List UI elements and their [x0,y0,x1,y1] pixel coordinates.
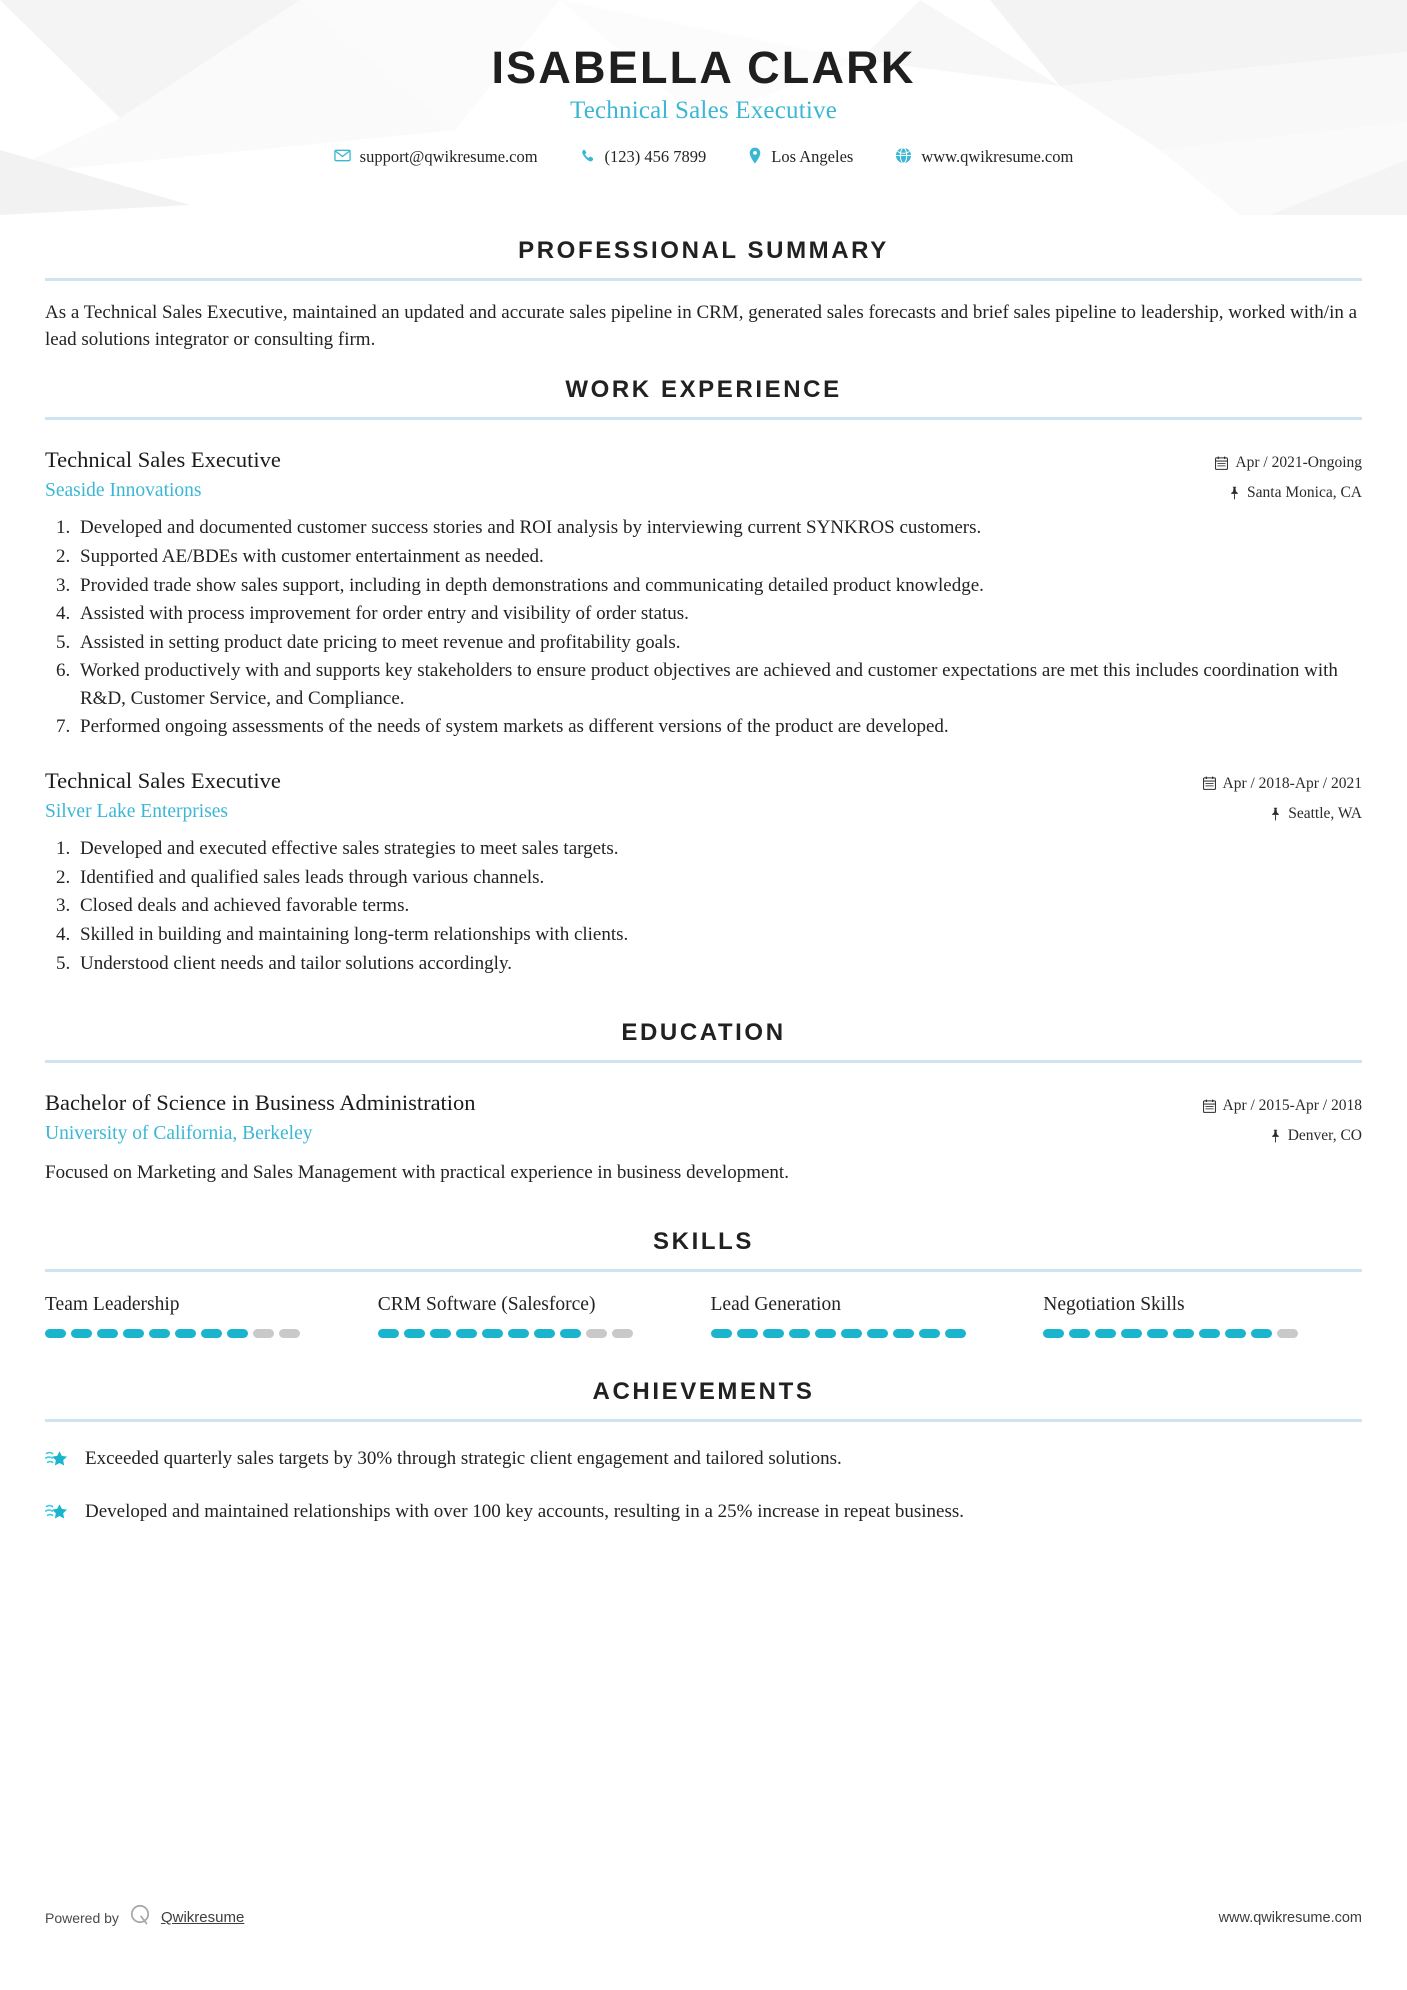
skill-item [711,1294,1030,1338]
skill-level-bar [45,1329,364,1338]
skill-segment [227,1329,248,1338]
experience-organization[interactable]: Silver Lake Enterprises [45,800,229,822]
experience-dates: Apr / 2021-Ongoing [1235,453,1362,471]
skill-segment [867,1329,888,1338]
section-heading-summary: PROFESSIONAL SUMMARY [518,237,889,264]
experience-role: Technical Sales Executive [45,446,281,472]
skill-segment [279,1329,300,1338]
education-entry-header [45,1089,1362,1148]
list-item: 1. Developed and documented customer success stories and ROI analysis by interviewing current SYNKROS customers. [75,514,1362,542]
achievement-item [45,1446,1362,1476]
skill-label: Lead Generation [710,1294,841,1316]
phone-icon [580,148,596,164]
achievements-list [45,1446,1362,1529]
education-location: Denver, CO [1287,1127,1362,1145]
list-item: 6. Worked productively with and supports key stakeholders to ensure product objectives are achieved and customer expectations are met this includes coordination with R&D, Customer Service, and Compliance. [75,657,1362,712]
contact-website-text: www.qwikresume.com [921,146,1074,166]
list-item: 7. Performed ongoing assessments of the needs of system markets as different versions of the product are developed. [75,713,1362,741]
section-heading-education: EDUCATION [621,1019,786,1047]
section-heading-skills: SKILLS [653,1228,754,1256]
contact-item-phone[interactable] [559,148,728,165]
experience-entry [45,767,1362,977]
skills-grid [45,1294,1362,1338]
skill-segment [815,1329,836,1338]
skill-segment [149,1329,170,1338]
skill-segment [893,1329,914,1338]
list-item: 3. Closed deals and achieved favorable terms. [75,892,1362,920]
experience-entry [45,446,1362,741]
experience-organization[interactable]: Seaside Innovations [45,480,202,502]
achievement-text: Exceeded quarterly sales targets by 30% through strategic client engagement and tailored solutions. [85,1448,842,1470]
skill-segment [1095,1329,1116,1338]
brand-name[interactable]: Qwikresume [160,1909,245,1926]
contact-row [0,147,1407,164]
location-icon [748,147,762,164]
contact-item-website[interactable] [874,147,1094,164]
experience-entry-meta [1215,446,1362,505]
pin-icon [1270,1129,1281,1143]
section-work-experience [45,376,1362,977]
footer-branding [45,1903,244,1932]
skill-segment [763,1329,784,1338]
skill-segment [430,1329,451,1338]
section-divider [45,417,1362,420]
skill-segment [737,1329,758,1338]
skill-segment [945,1329,966,1338]
education-entry [45,1089,1362,1186]
skill-segment [123,1329,144,1338]
list-item: 2. Supported AE/BDEs with customer entertainment as needed. [75,543,1362,571]
experience-location: Seattle, WA [1288,805,1362,823]
skill-level-bar [711,1329,1030,1338]
list-item: 4. Assisted with process improvement for order entry and visibility of order status. [75,600,1362,628]
education-school[interactable]: University of California, Berkeley [45,1123,313,1145]
education-dates-line [1203,1094,1363,1117]
pin-icon [1229,486,1240,500]
summary-text: As a Technical Sales Executive, maintained an updated and accurate sales pipeline in CRM, generated sales forecasts and brief sales pipeline to leadership, worked with/in a lead solutions integrator or consulting firm. [45,302,1358,350]
skill-segment [1277,1329,1298,1338]
education-entry-titles [45,1089,1203,1147]
skill-segment [711,1329,732,1338]
experience-location-line [1215,481,1362,504]
section-achievements [45,1378,1362,1529]
skill-level-bar [1043,1329,1362,1338]
skill-segment [45,1329,66,1338]
contact-location-text: Los Angeles [771,146,854,166]
section-education [45,1019,1362,1186]
skill-item [378,1294,697,1338]
resume-header [0,0,1407,215]
list-item: 3. Provided trade show sales support, including in depth demonstrations and communicating detailed product knowledge. [75,572,1362,600]
skill-segment [534,1329,555,1338]
globe-icon [895,147,912,164]
achievement-item [45,1499,1362,1529]
experience-bullet-list [45,514,1362,740]
skill-segment [378,1329,399,1338]
section-professional-summary [45,237,1362,354]
skill-level-bar [378,1329,697,1338]
skill-segment [1121,1329,1142,1338]
skill-segment [560,1329,581,1338]
education-location-line [1203,1124,1363,1147]
pin-icon [1270,807,1281,821]
contact-item-email[interactable] [313,147,559,164]
skill-segment [1225,1329,1246,1338]
skill-segment [612,1329,633,1338]
powered-by-label: Powered by [45,1909,119,1926]
shooting-star-icon [45,1499,71,1529]
education-dates: Apr / 2015-Apr / 2018 [1222,1097,1362,1115]
header-content [0,0,1407,164]
skill-segment [841,1329,862,1338]
page-footer [45,1903,1362,1932]
experience-location: Santa Monica, CA [1247,484,1362,502]
skill-segment [508,1329,529,1338]
skill-label: Team Leadership [45,1294,180,1316]
education-degree: Bachelor of Science in Business Administration [45,1090,476,1116]
experience-entry-titles [45,767,1203,825]
achievement-text: Developed and maintained relationships with over 100 key accounts, resulting in a 25% increase in repeat business. [85,1501,965,1523]
section-divider [45,1419,1362,1422]
experience-dates-line [1203,772,1363,795]
list-item: 5. Understood client needs and tailor solutions accordingly. [75,950,1362,978]
section-divider [45,1060,1362,1063]
experience-entry-meta [1203,767,1363,826]
header-job-title: Technical Sales Executive [569,97,838,125]
skill-segment [789,1329,810,1338]
skill-segment [1173,1329,1194,1338]
experience-entry-header [45,767,1362,826]
section-heading-experience: WORK EXPERIENCE [565,375,842,403]
skill-label: Negotiation Skills [1043,1294,1185,1316]
skill-segment [253,1329,274,1338]
skill-segment [919,1329,940,1338]
skill-segment [1199,1329,1220,1338]
skill-segment [1251,1329,1272,1338]
skill-segment [201,1329,222,1338]
skill-label: CRM Software (Salesforce) [377,1294,596,1316]
experience-bullet-list [45,835,1362,977]
contact-item-location[interactable] [727,147,874,164]
list-item: 5. Assisted in setting product date pricing to meet revenue and profitability goals. [75,629,1362,657]
contact-email-text: support@qwikresume.com [359,146,538,166]
email-icon [334,147,351,164]
skill-segment [456,1329,477,1338]
page-title: ISABELLA CLARK [491,42,916,93]
skill-segment [97,1329,118,1338]
skill-segment [175,1329,196,1338]
section-divider [45,1269,1362,1272]
skill-segment [1147,1329,1168,1338]
skill-segment [1069,1329,1090,1338]
list-item: 2. Identified and qualified sales leads through various channels. [75,864,1362,892]
skill-segment [586,1329,607,1338]
education-entry-meta [1203,1089,1363,1148]
skill-segment [1043,1329,1064,1338]
experience-dates-line [1215,451,1362,474]
list-item: 4. Skilled in building and maintaining long-term relationships with clients. [75,921,1362,949]
section-skills [45,1228,1362,1338]
experience-dates: Apr / 2018-Apr / 2021 [1222,774,1362,792]
education-description: Focused on Marketing and Sales Management with practical experience in business development. [45,1161,789,1183]
list-item: 1. Developed and executed effective sales strategies to meet sales targets. [75,835,1362,863]
skill-segment [71,1329,92,1338]
section-heading-achievements: ACHIEVEMENTS [592,1378,815,1406]
skill-segment [482,1329,503,1338]
skill-item [45,1294,364,1338]
footer-website[interactable]: www.qwikresume.com [1218,1909,1362,1926]
resume-body [0,237,1407,1529]
experience-entry-titles [45,446,1215,504]
qwikresume-logo-icon [128,1903,152,1932]
skill-segment [404,1329,425,1338]
experience-location-line [1203,802,1363,825]
contact-phone-text: (123) 456 7899 [604,146,707,166]
calendar-icon [1203,1099,1216,1113]
calendar-icon [1203,776,1216,790]
calendar-icon [1215,456,1228,470]
shooting-star-icon [45,1446,71,1476]
experience-role: Technical Sales Executive [45,767,281,793]
skill-item [1043,1294,1362,1338]
section-divider [45,278,1362,281]
experience-entry-header [45,446,1362,505]
